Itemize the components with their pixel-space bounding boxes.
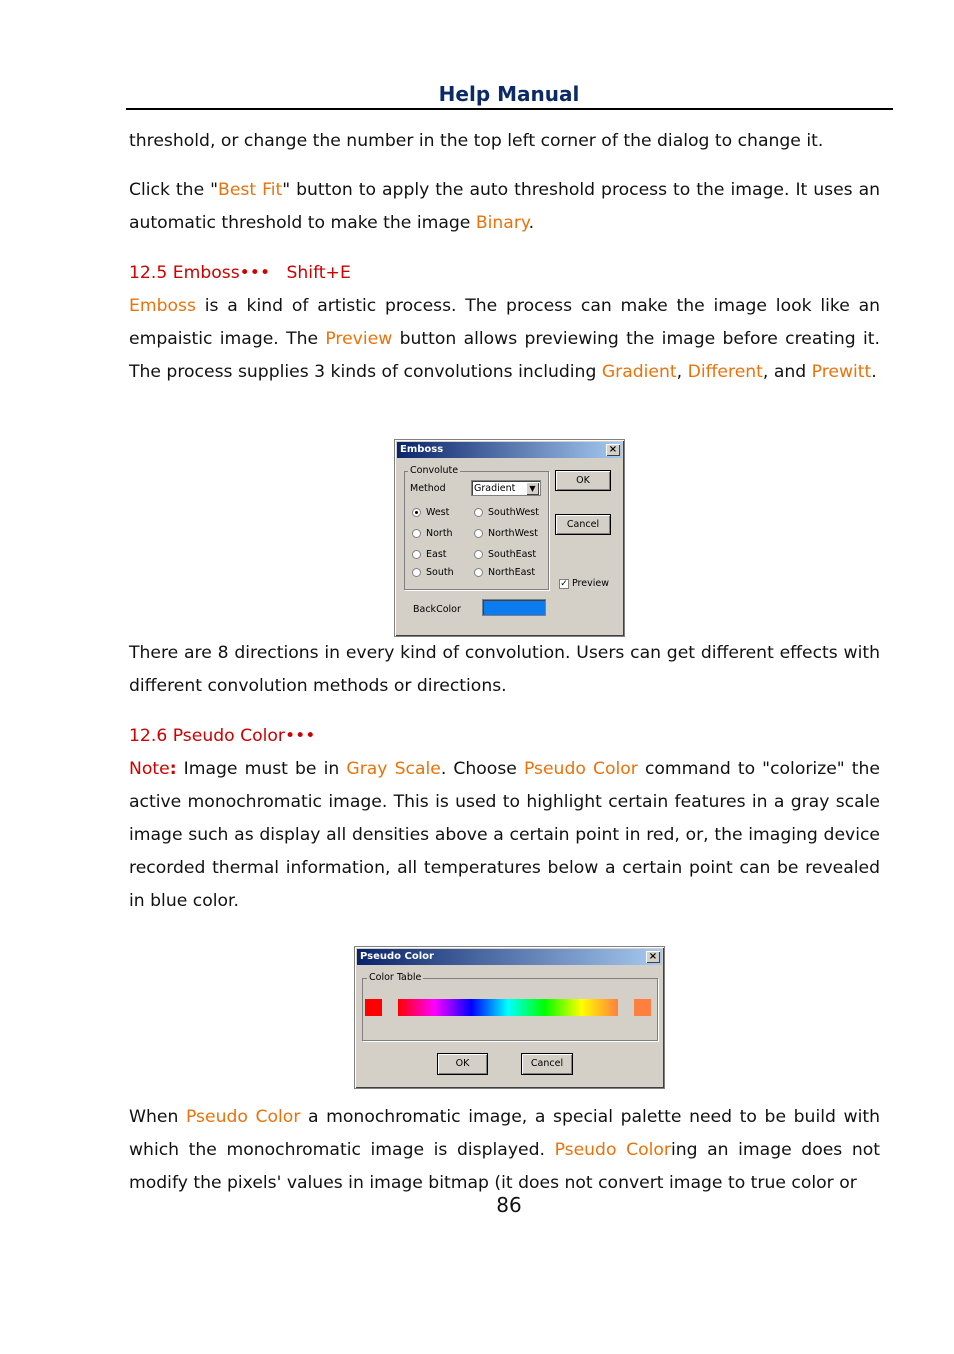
- method-value: Gradient: [474, 483, 516, 494]
- text: Click the ": [129, 180, 219, 200]
- pseudo-color-dialog-titlebar: [357, 949, 662, 965]
- radio-southeast[interactable]: [474, 550, 483, 559]
- radio-label: East: [426, 549, 447, 560]
- radio-west[interactable]: [412, 508, 421, 517]
- pseudo-color-dialog: [354, 946, 665, 1089]
- cancel-button[interactable]: Cancel: [555, 514, 611, 535]
- text: threshold, or change the number in the top left corner of the dialog to change it.: [129, 131, 824, 151]
- term-pseudo-color: Pseudo Color: [523, 759, 638, 779]
- preview-checkbox[interactable]: ✓: [560, 579, 568, 589]
- group-label: Convolute: [410, 465, 459, 476]
- ok-button[interactable]: OK: [437, 1053, 488, 1075]
- text: ,: [676, 362, 688, 382]
- radio-label: SouthWest: [488, 507, 539, 518]
- close-icon[interactable]: ×: [606, 444, 620, 456]
- close-icon[interactable]: ×: [646, 951, 660, 963]
- paragraph-pseudo-color-note: [129, 753, 880, 918]
- backcolor-swatch[interactable]: [482, 599, 546, 616]
- radio-label: North: [426, 528, 453, 539]
- ok-button[interactable]: OK: [555, 470, 611, 491]
- dialog-title: Pseudo Color: [360, 951, 434, 962]
- radio-northeast[interactable]: [474, 568, 483, 577]
- color-gradient-bar: [398, 999, 618, 1016]
- preview-label: Preview: [572, 578, 609, 589]
- text: Image must be in: [176, 759, 347, 779]
- term-pseudo-color: Pseudo Color: [554, 1140, 671, 1160]
- paragraph-directions: [129, 637, 880, 703]
- radio-south[interactable]: [412, 568, 421, 577]
- section-heading-emboss: [129, 257, 351, 290]
- radio-label: West: [426, 507, 450, 518]
- page-number: 86: [496, 1193, 522, 1217]
- term-gradient: Gradient: [601, 362, 677, 382]
- term-different: Different: [687, 362, 763, 382]
- term-emboss: Emboss: [129, 296, 196, 316]
- backcolor-label: BackColor: [413, 604, 461, 615]
- term-pseudo-color: Pseudo Color: [185, 1107, 301, 1127]
- radio-southwest[interactable]: [474, 508, 483, 517]
- section-heading-pseudo-color: [129, 720, 315, 753]
- header-title: Help Manual: [438, 82, 580, 106]
- text: ing an image does not modify the pixels' values in image bitmap (it does not convert image to true color or: [129, 1140, 880, 1193]
- group-label: Color Table: [369, 972, 422, 983]
- method-label: Method: [410, 483, 446, 494]
- note-label: Note: [129, 759, 170, 779]
- term-prewitt: Prewitt: [811, 362, 872, 382]
- text: is a kind of artistic process. The process can make the image look like an empaistic image. The: [129, 296, 880, 349]
- radio-north[interactable]: [412, 529, 421, 538]
- text: There are 8 directions in every kind of convolution. Users can get different effects with different convolution methods or directions.: [129, 643, 880, 696]
- term-best-fit: Best Fit: [218, 180, 283, 200]
- high-color-swatch[interactable]: [634, 999, 651, 1016]
- text: . Choose: [440, 759, 524, 779]
- dialog-title: Emboss: [400, 444, 444, 455]
- cancel-button[interactable]: Cancel: [521, 1053, 573, 1075]
- text: " button to apply the auto threshold process to the image. It uses an automatic threshold to make the image: [129, 180, 881, 233]
- shortcut: Shift+E: [286, 263, 351, 283]
- section-title: 12.6 Pseudo Color•••: [129, 726, 316, 746]
- text: .: [871, 362, 877, 382]
- text: .: [528, 213, 535, 233]
- text: command to "colorize" the active monochromatic image. This is used to highlight certain features in a gray scale image such as display all densities above a certain point in red, or, the imaging device recorded thermal information, all temperatures below a certain point can be revealed in blue color.: [129, 759, 880, 911]
- header-rule: [126, 108, 893, 110]
- paragraph-threshold: [129, 125, 880, 158]
- section-title: 12.5 Emboss•••: [129, 263, 271, 283]
- text: a monochromatic image, a special palette need to be build with which the monochromatic image is displayed.: [129, 1107, 880, 1160]
- text: , and: [762, 362, 812, 382]
- emboss-dialog-titlebar: [397, 442, 622, 458]
- radio-northwest[interactable]: [474, 529, 483, 538]
- radio-label: NorthWest: [488, 528, 538, 539]
- low-color-swatch[interactable]: [365, 999, 382, 1016]
- radio-label: SouthEast: [488, 549, 537, 560]
- text: When: [129, 1107, 186, 1127]
- term-gray-scale: Gray Scale: [346, 759, 441, 779]
- paragraph-emboss: [129, 290, 880, 389]
- radio-label: South: [426, 567, 454, 578]
- paragraph-pseudo-color-palette: [129, 1101, 880, 1200]
- term-binary: Binary: [475, 213, 529, 233]
- radio-east[interactable]: [412, 550, 421, 559]
- note-colon: :: [169, 759, 177, 779]
- chevron-down-icon[interactable]: ▼: [526, 482, 539, 495]
- emboss-dialog: [394, 439, 625, 637]
- text: button allows previewing the image before creating it. The process supplies 3 kinds of convolutions including: [129, 329, 880, 382]
- radio-label: NorthEast: [488, 567, 536, 578]
- method-select[interactable]: [471, 480, 541, 496]
- paragraph-best-fit: [129, 174, 880, 240]
- term-preview: Preview: [325, 329, 393, 349]
